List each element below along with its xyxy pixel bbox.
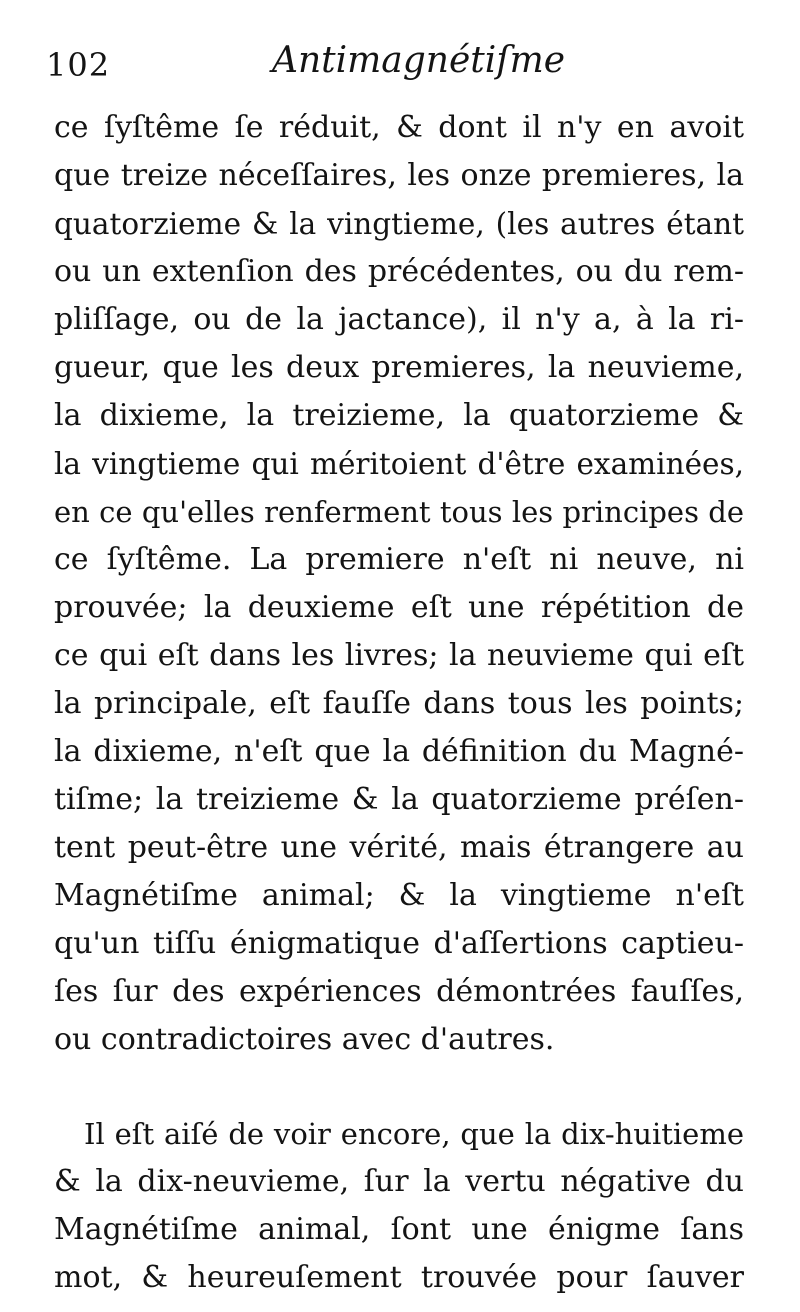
text-line: la principale, eſt fauſſe dans tous les points; — [54, 686, 744, 721]
running-title: Antimagnétiſme — [272, 40, 566, 81]
text-line: qu'un tiſſu énigmatique d'aſſertions captieu- — [54, 926, 744, 961]
paragraph-2 — [54, 1110, 744, 1302]
text-line: quatorzieme & la vingtieme, (les autres étant — [54, 207, 744, 241]
text-line: prouvée; la deuxieme eſt une répétition de — [54, 590, 744, 625]
text-line: en ce qu'elles renferment tous les principes de — [54, 495, 744, 529]
text-line: ou un extenſion des précédentes, ou du rem- — [54, 254, 744, 289]
paragraph-spacer — [54, 1064, 744, 1110]
text-line: Magnétiſme animal, ſont une énigme ſans — [54, 1212, 744, 1247]
text-line: ce qui eſt dans les livres; la neuvieme qui eſt — [54, 638, 744, 673]
text-line: mot, & heureuſement trouvée pour ſauver — [54, 1260, 744, 1295]
text-line: Magnétiſme animal; & la vingtieme n'eſt — [54, 878, 744, 913]
text-line: la dixieme, la treizieme, la quatorzieme & — [54, 398, 744, 433]
paragraph-1 — [54, 104, 744, 1064]
text-line: tent peut-être une vérité, mais étrangere au — [54, 830, 744, 865]
page-number: 102 — [46, 46, 111, 84]
text-line: gueur, que les deux premieres, la neuvieme, — [54, 350, 744, 385]
text-line: tiſme; la treizieme & la quatorzieme préſen- — [54, 782, 744, 817]
text-line: pliſſage, ou de la jactance), il n'y a, à la ri- — [54, 302, 744, 337]
text-line: ſes ſur des expériences démontrées fauſſes, — [54, 974, 744, 1009]
body-text — [54, 104, 744, 1302]
text-line: que treize néceſſaires, les onze premieres, la — [54, 158, 744, 193]
text-line: ou contradictoires avec d'autres. — [54, 1022, 555, 1057]
text-line: ce ſyſtême ſe réduit, & dont il n'y en avoit — [54, 110, 744, 145]
text-line: la vingtieme qui méritoient d'être examinées, — [54, 447, 744, 481]
text-line: la dixieme, n'eſt que la définition du Magné- — [54, 734, 744, 769]
text-line: ce ſyſtême. La premiere n'eſt ni neuve, ni — [54, 542, 744, 577]
text-line: Il eſt aiſé de voir encore, que la dix-huitieme — [84, 1117, 744, 1151]
page-header — [46, 40, 766, 96]
text-line: & la dix-neuvieme, ſur la vertu négative du — [54, 1164, 744, 1199]
